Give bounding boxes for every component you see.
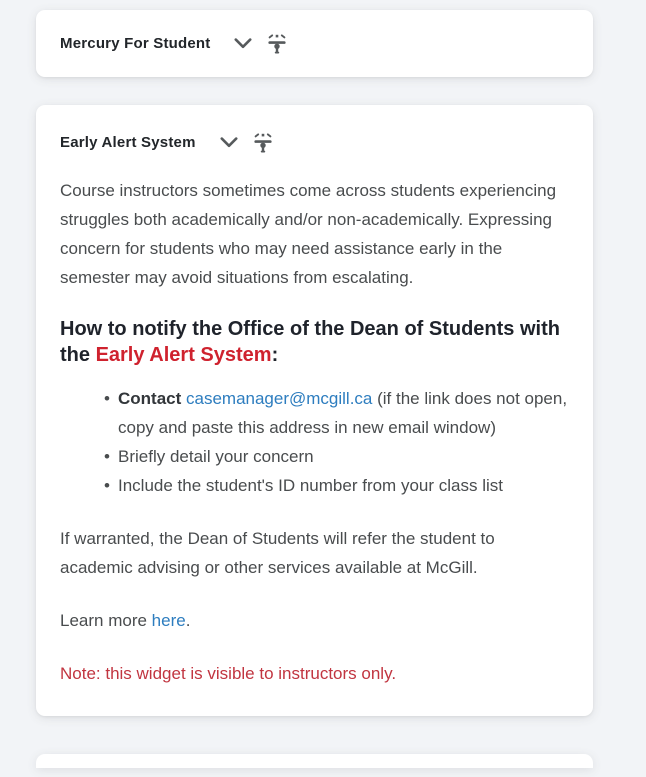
heading-highlight: Early Alert System [95,344,272,366]
email-link[interactable]: casemanager@mcgill.ca [186,389,373,408]
widget-card-next-peek [36,754,593,768]
list-item-contact [104,384,569,442]
widget-header-early-alert [60,131,569,154]
list-item-concern: • Briefly detail your concern [104,442,569,471]
outro-paragraph: If warranted, the Dean of Students will refer the student to academic advising or other services available at McGill. [60,529,495,577]
widget-title-early-alert: Early Alert System [60,134,196,151]
drag-handle-icon[interactable] [252,131,274,154]
heading-suffix: : [271,344,279,366]
instructors-note: Note: this widget is visible to instructors only. [60,664,397,683]
widget-title-mercury: Mercury For Student [60,35,211,52]
chevron-down-icon[interactable] [218,135,240,150]
learn-more-paragraph [60,606,569,635]
intro-paragraph: Course instructors sometimes come across students experiencing struggles both academically and/or non-academically. Expressing concern for students who may need assistance early in the semester may avoid situations from escalating. [60,181,557,287]
contact-detail: (if the link does not open, copy and paste this address in new email window) [118,389,568,437]
learn-more-suffix: . [185,611,191,630]
contact-label: Contact [118,389,186,408]
heading-prefix: How to notify the Office of the Dean of Students with the [60,318,560,366]
drag-handle-icon[interactable] [266,32,288,55]
widget-card-early-alert [36,105,593,716]
learn-more-prefix: Learn more [60,611,152,630]
list-item-student-id: • Include the student's ID number from your class list [104,471,569,500]
widget-header-mercury [60,32,288,55]
learn-more-link[interactable]: here [151,611,186,630]
instructions-list [60,384,569,500]
section-heading [60,316,569,368]
chevron-down-icon[interactable] [232,36,254,51]
widget-card-mercury [36,10,593,77]
